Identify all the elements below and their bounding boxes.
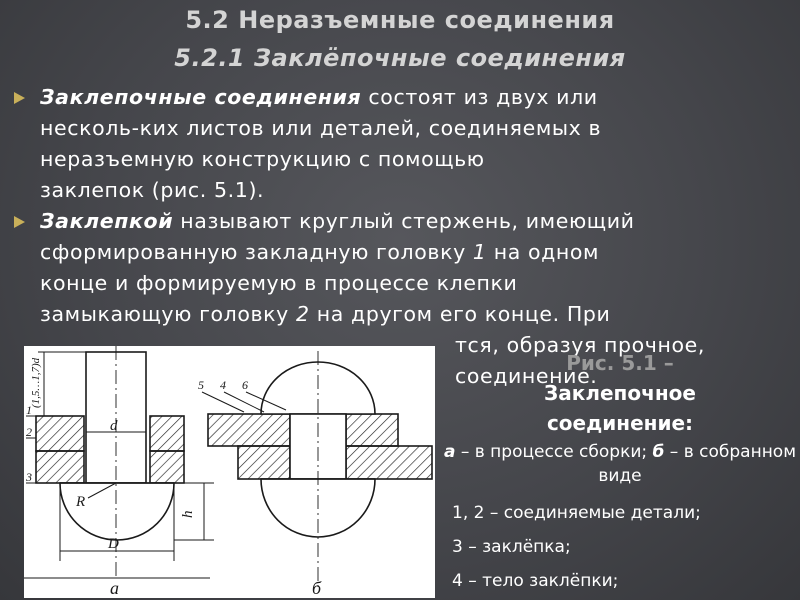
label-6: 6 bbox=[242, 378, 248, 392]
bullet-text: замыкающую головку bbox=[40, 302, 296, 326]
plate-1-right bbox=[150, 416, 184, 451]
legend-item: 3 – заклёпка; bbox=[452, 537, 571, 557]
plate-2-b-left bbox=[238, 446, 290, 479]
legend-item: 1, 2 – соединяемые детали; bbox=[452, 503, 701, 523]
plate-2-right bbox=[150, 451, 184, 483]
bullet-text: называют круглый стержень, имеющий bbox=[173, 209, 635, 233]
bullet-text: тся, образуя прочное, bbox=[455, 333, 705, 357]
bullet-text: заклепок (рис. 5.1). bbox=[40, 178, 265, 202]
dim-length: (1,5…1,7)d bbox=[30, 357, 42, 408]
bullet-text: конце и формируемую в процессе клепки bbox=[40, 271, 518, 295]
dim-D: D bbox=[108, 536, 119, 552]
label-2: 2 bbox=[26, 425, 32, 439]
label-1: 1 bbox=[26, 403, 32, 417]
rivet-figure bbox=[24, 346, 435, 598]
rivet-drawing bbox=[24, 346, 435, 598]
rivet-head-a bbox=[60, 483, 174, 540]
bullet-text: соединение. bbox=[455, 364, 598, 388]
label-3: 3 bbox=[26, 470, 32, 484]
head-number: 2 bbox=[296, 302, 310, 326]
slide-title: 5.2 Неразъемные соединения bbox=[185, 6, 615, 34]
bullet-text: на одном bbox=[486, 240, 600, 264]
term-rivet-joints: Заклепочные соединения bbox=[40, 85, 362, 109]
slide-subtitle: 5.2.1 Заклёпочные соединения bbox=[174, 44, 626, 72]
figure-legend bbox=[440, 440, 800, 488]
bullet-arrow-icon bbox=[14, 206, 26, 237]
legend-letter: а bbox=[443, 442, 456, 462]
view-b-label: б bbox=[312, 578, 322, 598]
figure-caption bbox=[440, 348, 800, 438]
term-rivet: Заклепкой bbox=[40, 209, 174, 233]
caption-line: Заклепочное bbox=[544, 381, 696, 405]
bullet-text: сформированную закладную головку bbox=[40, 240, 473, 264]
dim-h: h bbox=[180, 510, 196, 518]
bullet-text: на другом его конце. При bbox=[309, 302, 611, 326]
bullet-text: неразъемную конструкцию с помощью bbox=[40, 147, 485, 171]
plate-1-b-right bbox=[346, 414, 398, 446]
head-number: 1 bbox=[472, 240, 487, 264]
plate-1-left bbox=[36, 416, 84, 451]
bullet-text: состоят из двух или bbox=[361, 85, 598, 109]
bullet-arrow-icon bbox=[14, 82, 26, 113]
legend-letter: б bbox=[652, 442, 665, 462]
plate-1-b-left bbox=[208, 414, 290, 446]
legend-text: – в процессе сборки; bbox=[455, 442, 653, 462]
dim-R: R bbox=[76, 494, 86, 510]
plate-2-left bbox=[36, 451, 84, 483]
plate-2-b-right bbox=[346, 446, 432, 479]
legend-item: 4 – тело заклёпки; bbox=[452, 571, 619, 591]
label-4: 4 bbox=[220, 378, 226, 392]
dim-d: d bbox=[110, 418, 118, 434]
caption-line: соединение: bbox=[546, 411, 694, 435]
bullet-text: несколь-ких листов или деталей, соединяемых в bbox=[40, 116, 602, 140]
label-5: 5 bbox=[198, 378, 204, 392]
view-a-label: а bbox=[110, 578, 119, 598]
caption-line: Рис. 5.1 – bbox=[566, 351, 674, 375]
bullet-rivet-joints bbox=[14, 82, 794, 206]
legend-text: – в собранном виде bbox=[598, 442, 797, 486]
